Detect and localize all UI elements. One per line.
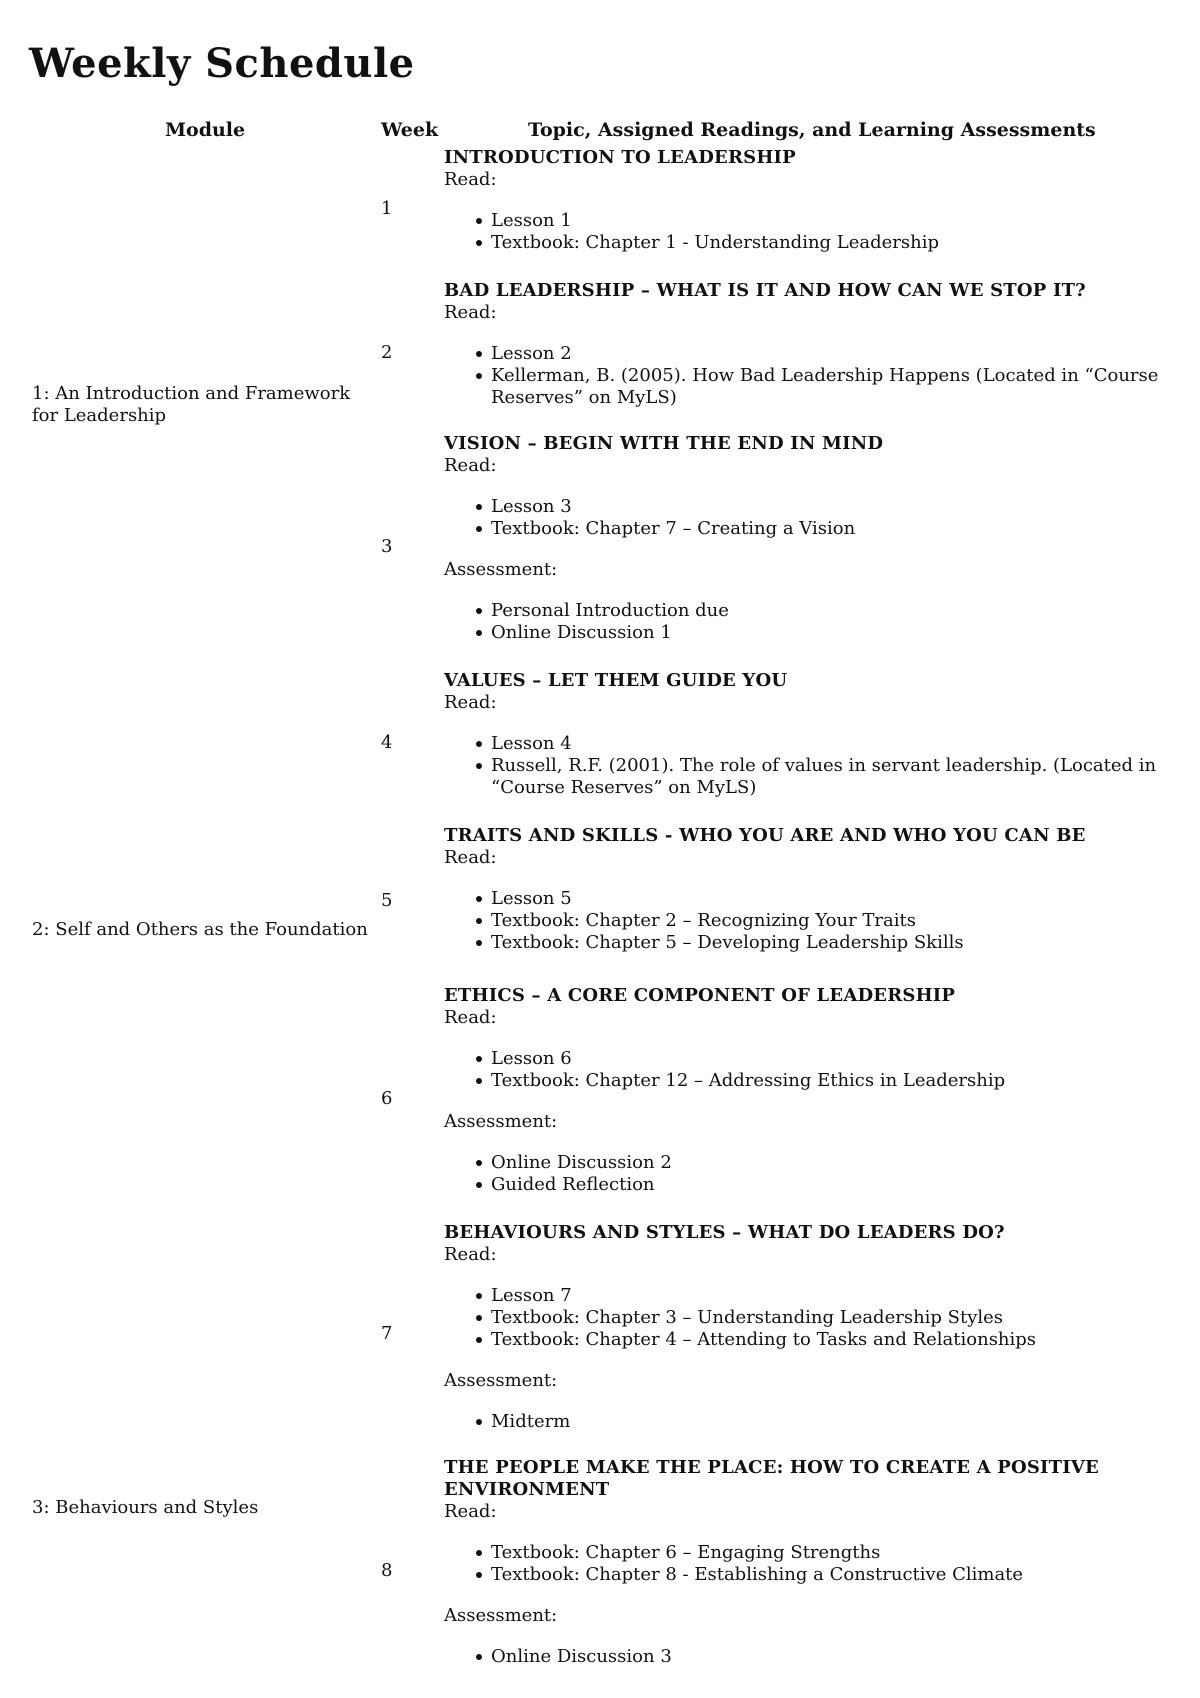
- week-number-3: 3: [381, 536, 393, 557]
- list-item: Textbook: Chapter 2 – Recognizing Your Traits: [491, 910, 1174, 932]
- week-6-block: [444, 985, 1174, 1215]
- week-7-assessment-label: Assessment:: [444, 1370, 558, 1391]
- week-5-read-list: [444, 888, 1174, 954]
- week-3-topic: VISION – BEGIN WITH THE END IN MIND: [444, 433, 884, 454]
- week-8-assessment-list: [444, 1646, 1174, 1668]
- week-4-topic: VALUES – LET THEM GUIDE YOU: [444, 670, 788, 691]
- week-4-block: [444, 670, 1174, 818]
- module-3-label: 3: Behaviours and Styles: [32, 1497, 259, 1518]
- list-item: Textbook: Chapter 4 – Attending to Tasks and Relationships: [491, 1329, 1174, 1351]
- week-7-assessment-list: [444, 1411, 1174, 1433]
- list-item: Textbook: Chapter 1 - Understanding Leadership: [491, 232, 1174, 254]
- week-3-block: [444, 433, 1174, 663]
- week-2-topic: BAD LEADERSHIP – WHAT IS IT AND HOW CAN WE STOP IT?: [444, 280, 1086, 301]
- list-item: Textbook: Chapter 8 - Establishing a Constructive Climate: [491, 1564, 1174, 1586]
- list-item: Textbook: Chapter 3 – Understanding Leadership Styles: [491, 1307, 1174, 1329]
- week-4-read-label: Read:: [444, 692, 497, 713]
- week-5-block: [444, 825, 1174, 973]
- week-7-block: [444, 1222, 1174, 1452]
- list-item: Online Discussion 2: [491, 1152, 1174, 1174]
- list-item: Textbook: Chapter 6 – Engaging Strengths: [491, 1542, 1174, 1564]
- week-7-read-list: [444, 1285, 1174, 1351]
- week-7-read-label: Read:: [444, 1244, 497, 1265]
- week-8-read-list: [444, 1542, 1174, 1586]
- week-2-read-list: [444, 343, 1174, 409]
- week-7-topic: BEHAVIOURS AND STYLES – WHAT DO LEADERS DO?: [444, 1222, 1005, 1243]
- list-item: Textbook: Chapter 7 – Creating a Vision: [491, 518, 1174, 540]
- list-item: Lesson 1: [491, 210, 1174, 232]
- week-1-block: [444, 147, 1174, 273]
- list-item: Online Discussion 1: [491, 622, 1174, 644]
- week-8-assessment-label: Assessment:: [444, 1605, 558, 1626]
- list-item: Lesson 4: [491, 733, 1174, 755]
- week-6-assessment-label: Assessment:: [444, 1111, 558, 1132]
- list-item: Textbook: Chapter 5 – Developing Leadership Skills: [491, 932, 1174, 954]
- list-item: Lesson 2: [491, 343, 1174, 365]
- page-title: Weekly Schedule: [29, 40, 415, 87]
- column-header-week: Week: [381, 119, 439, 141]
- week-6-assessment-list: [444, 1152, 1174, 1196]
- list-item: Russell, R.F. (2001). The role of values in servant leadership. (Located in “Course Reserves” on MyLS): [491, 755, 1174, 799]
- list-item: Lesson 6: [491, 1048, 1174, 1070]
- list-item: Lesson 3: [491, 496, 1174, 518]
- week-6-read-label: Read:: [444, 1007, 497, 1028]
- week-5-topic: TRAITS AND SKILLS - WHO YOU ARE AND WHO YOU CAN BE: [444, 825, 1086, 846]
- week-number-8: 8: [381, 1560, 393, 1581]
- list-item: Midterm: [491, 1411, 1174, 1433]
- week-1-read-list: [444, 210, 1174, 254]
- module-2-label: 2: Self and Others as the Foundation: [32, 919, 368, 940]
- week-3-read-label: Read:: [444, 455, 497, 476]
- week-2-block: [444, 280, 1174, 428]
- column-header-module: Module: [165, 119, 246, 141]
- week-6-read-list: [444, 1048, 1174, 1092]
- week-1-read-label: Read:: [444, 169, 497, 190]
- week-number-4: 4: [381, 732, 393, 753]
- list-item: Kellerman, B. (2005). How Bad Leadership Happens (Located in “Course Reserves” on MyLS): [491, 365, 1174, 409]
- column-header-topic: Topic, Assigned Readings, and Learning Assessments: [528, 119, 1096, 141]
- week-3-read-list: [444, 496, 1174, 540]
- week-number-1: 1: [381, 198, 393, 219]
- module-1-label: 1: An Introduction and Framework for Leadership: [32, 383, 351, 426]
- week-5-read-label: Read:: [444, 847, 497, 868]
- week-2-read-label: Read:: [444, 302, 497, 323]
- week-8-topic: THE PEOPLE MAKE THE PLACE: HOW TO CREATE A POSITIVE ENVIRONMENT: [444, 1457, 1099, 1500]
- list-item: Textbook: Chapter 12 – Addressing Ethics in Leadership: [491, 1070, 1174, 1092]
- list-item: Personal Introduction due: [491, 600, 1174, 622]
- list-item: Guided Reflection: [491, 1174, 1174, 1196]
- week-3-assessment-label: Assessment:: [444, 559, 558, 580]
- week-number-6: 6: [381, 1088, 393, 1109]
- week-1-topic: INTRODUCTION TO LEADERSHIP: [444, 147, 796, 168]
- week-number-2: 2: [381, 342, 393, 363]
- week-8-read-label: Read:: [444, 1501, 497, 1522]
- week-number-5: 5: [381, 890, 393, 911]
- week-4-read-list: [444, 733, 1174, 799]
- week-6-topic: ETHICS – A CORE COMPONENT OF LEADERSHIP: [444, 985, 956, 1006]
- list-item: Lesson 7: [491, 1285, 1174, 1307]
- list-item: Lesson 5: [491, 888, 1174, 910]
- week-8-block: [444, 1457, 1174, 1687]
- week-3-assessment-list: [444, 600, 1174, 644]
- week-number-7: 7: [381, 1323, 393, 1344]
- list-item: Online Discussion 3: [491, 1646, 1174, 1668]
